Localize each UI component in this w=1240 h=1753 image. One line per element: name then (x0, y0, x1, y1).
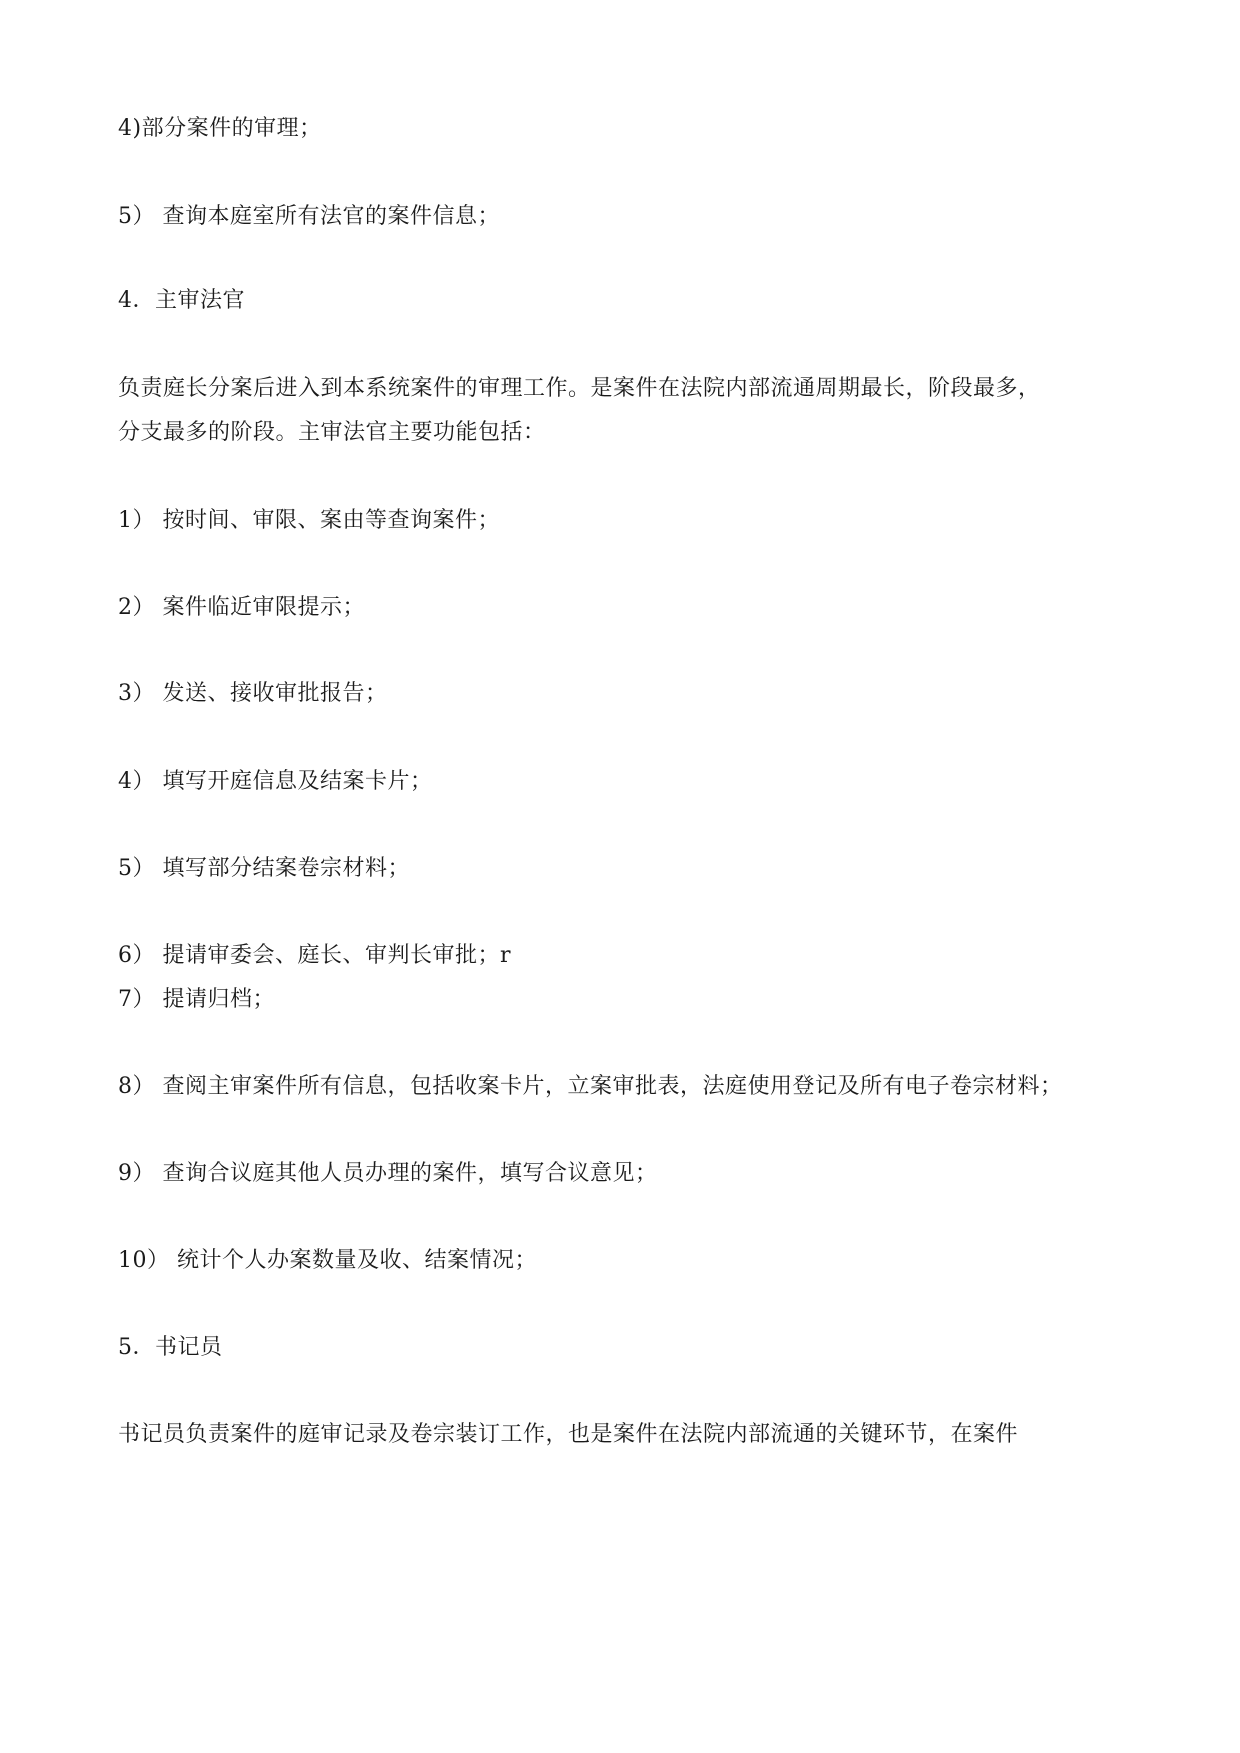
list-item: 6） 提请审委会、庭长、审判长审批；r (118, 943, 512, 968)
section-heading: 5．书记员 (118, 1335, 223, 1360)
list-item: 10） 统计个人办案数量及收、结案情况； (118, 1248, 537, 1273)
list-item: 4)部分案件的审理； (118, 116, 322, 141)
paragraph-line: 书记员负责案件的庭审记录及卷宗装订工作，也是案件在法院内部流通的关键环节，在案件 (118, 1422, 1019, 1447)
list-item: 2） 案件临近审限提示； (118, 595, 365, 620)
list-item: 4） 填写开庭信息及结案卡片； (118, 769, 433, 794)
list-item: 1） 按时间、审限、案由等查询案件； (118, 508, 500, 533)
section-heading: 4．主审法官 (118, 288, 245, 313)
list-item: 8） 查阅主审案件所有信息，包括收案卡片，立案审批表，法庭使用登记及所有电子卷宗材料； (118, 1074, 1063, 1099)
list-item: 7） 提请归档； (118, 987, 275, 1012)
list-item: 9） 查询合议庭其他人员办理的案件，填写合议意见； (118, 1161, 658, 1186)
paragraph-line: 分支最多的阶段。主审法官主要功能包括： (118, 420, 546, 445)
paragraph-line: 负责庭长分案后进入到本系统案件的审理工作。是案件在法院内部流通周期最长，阶段最多， (118, 376, 1041, 401)
list-item: 5） 填写部分结案卷宗材料； (118, 856, 410, 881)
list-item: 5） 查询本庭室所有法官的案件信息； (118, 204, 500, 229)
list-item: 3） 发送、接收审批报告； (118, 681, 388, 706)
